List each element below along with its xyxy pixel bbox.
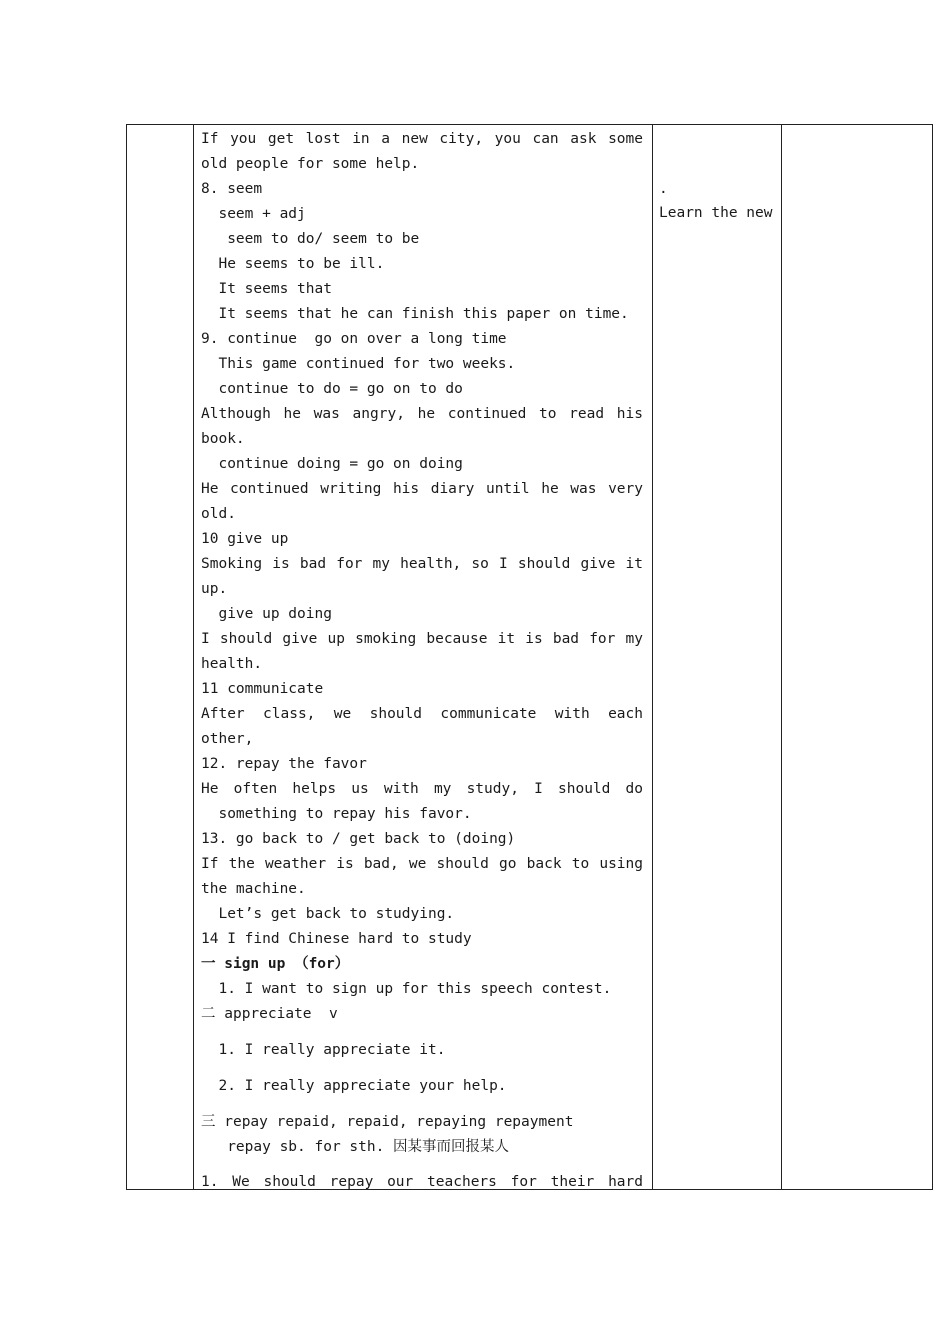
- text-line: 13. go back to / get back to (doing): [201, 831, 516, 847]
- text-line: something to repay his favor.: [201, 806, 472, 822]
- text-line: up.: [201, 581, 228, 597]
- text-line: continue doing = go on doing: [201, 456, 463, 472]
- column-divider: [193, 125, 194, 1189]
- text-line: other,: [201, 731, 254, 747]
- notes-text: Learn the new: [659, 205, 773, 221]
- text-line: If the weather is bad, we should go back to using: [201, 856, 643, 872]
- text-line: This game continued for two weeks.: [201, 356, 516, 372]
- text-line: He continued writing his diary until he was very: [201, 481, 643, 497]
- text-line: He often helps us with my study, I should do: [201, 781, 643, 797]
- text-line: old.: [201, 506, 236, 522]
- text-line: After class, we should communicate with each: [201, 706, 643, 722]
- text-line: Smoking is bad for my health, so I should give it: [201, 556, 643, 572]
- text-line: continue to do = go on to do: [201, 381, 463, 397]
- text-line: give up doing: [201, 606, 332, 622]
- text-line: I should give up smoking because it is bad for my: [201, 631, 643, 647]
- column-divider: [652, 125, 653, 1189]
- text-line: seem + adj: [201, 206, 306, 222]
- text-line: 10 give up: [201, 531, 289, 547]
- text-line: 2. I really appreciate your help.: [201, 1078, 507, 1094]
- text-line: 8. seem: [201, 181, 263, 197]
- text-line: 12. repay the favor: [201, 756, 367, 772]
- text-line: seem to do/ seem to be: [201, 231, 420, 247]
- lesson-table: [126, 124, 933, 1190]
- text-line: Although he was angry, he continued to read his: [201, 406, 643, 422]
- text-line: book.: [201, 431, 245, 447]
- notes-column: [659, 177, 777, 225]
- text-line: the machine.: [201, 881, 306, 897]
- text-line: repay sb. for sth. 因某事而回报某人: [201, 1139, 510, 1155]
- text-line: He seems to be ill.: [201, 256, 385, 272]
- text-line: 11 communicate: [201, 681, 324, 697]
- text-line: 1. I want to sign up for this speech contest.: [201, 981, 612, 997]
- text-line: old people for some help.: [201, 156, 420, 172]
- text-line: It seems that: [201, 281, 332, 297]
- notes-dot: .: [659, 181, 668, 197]
- text-line: If you get lost in a new city, you can ask some: [201, 131, 643, 147]
- section-heading: 一 sign up （for）: [201, 956, 350, 972]
- text-line: It seems that he can finish this paper on time.: [201, 306, 629, 322]
- text-line: 9. continue go on over a long time: [201, 331, 507, 347]
- section-heading: 三 repay repaid, repaid, repaying repayment: [201, 1114, 574, 1130]
- text-line: 14 I find Chinese hard to study: [201, 931, 472, 947]
- text-line: Let’s get back to studying.: [201, 906, 455, 922]
- text-line: 1. We should repay our teachers for their hard: [201, 1174, 643, 1190]
- column-divider: [781, 125, 782, 1189]
- text-line: 1. I really appreciate it.: [201, 1042, 446, 1058]
- text-line: health.: [201, 656, 263, 672]
- section-heading: 二 appreciate v: [201, 1006, 338, 1022]
